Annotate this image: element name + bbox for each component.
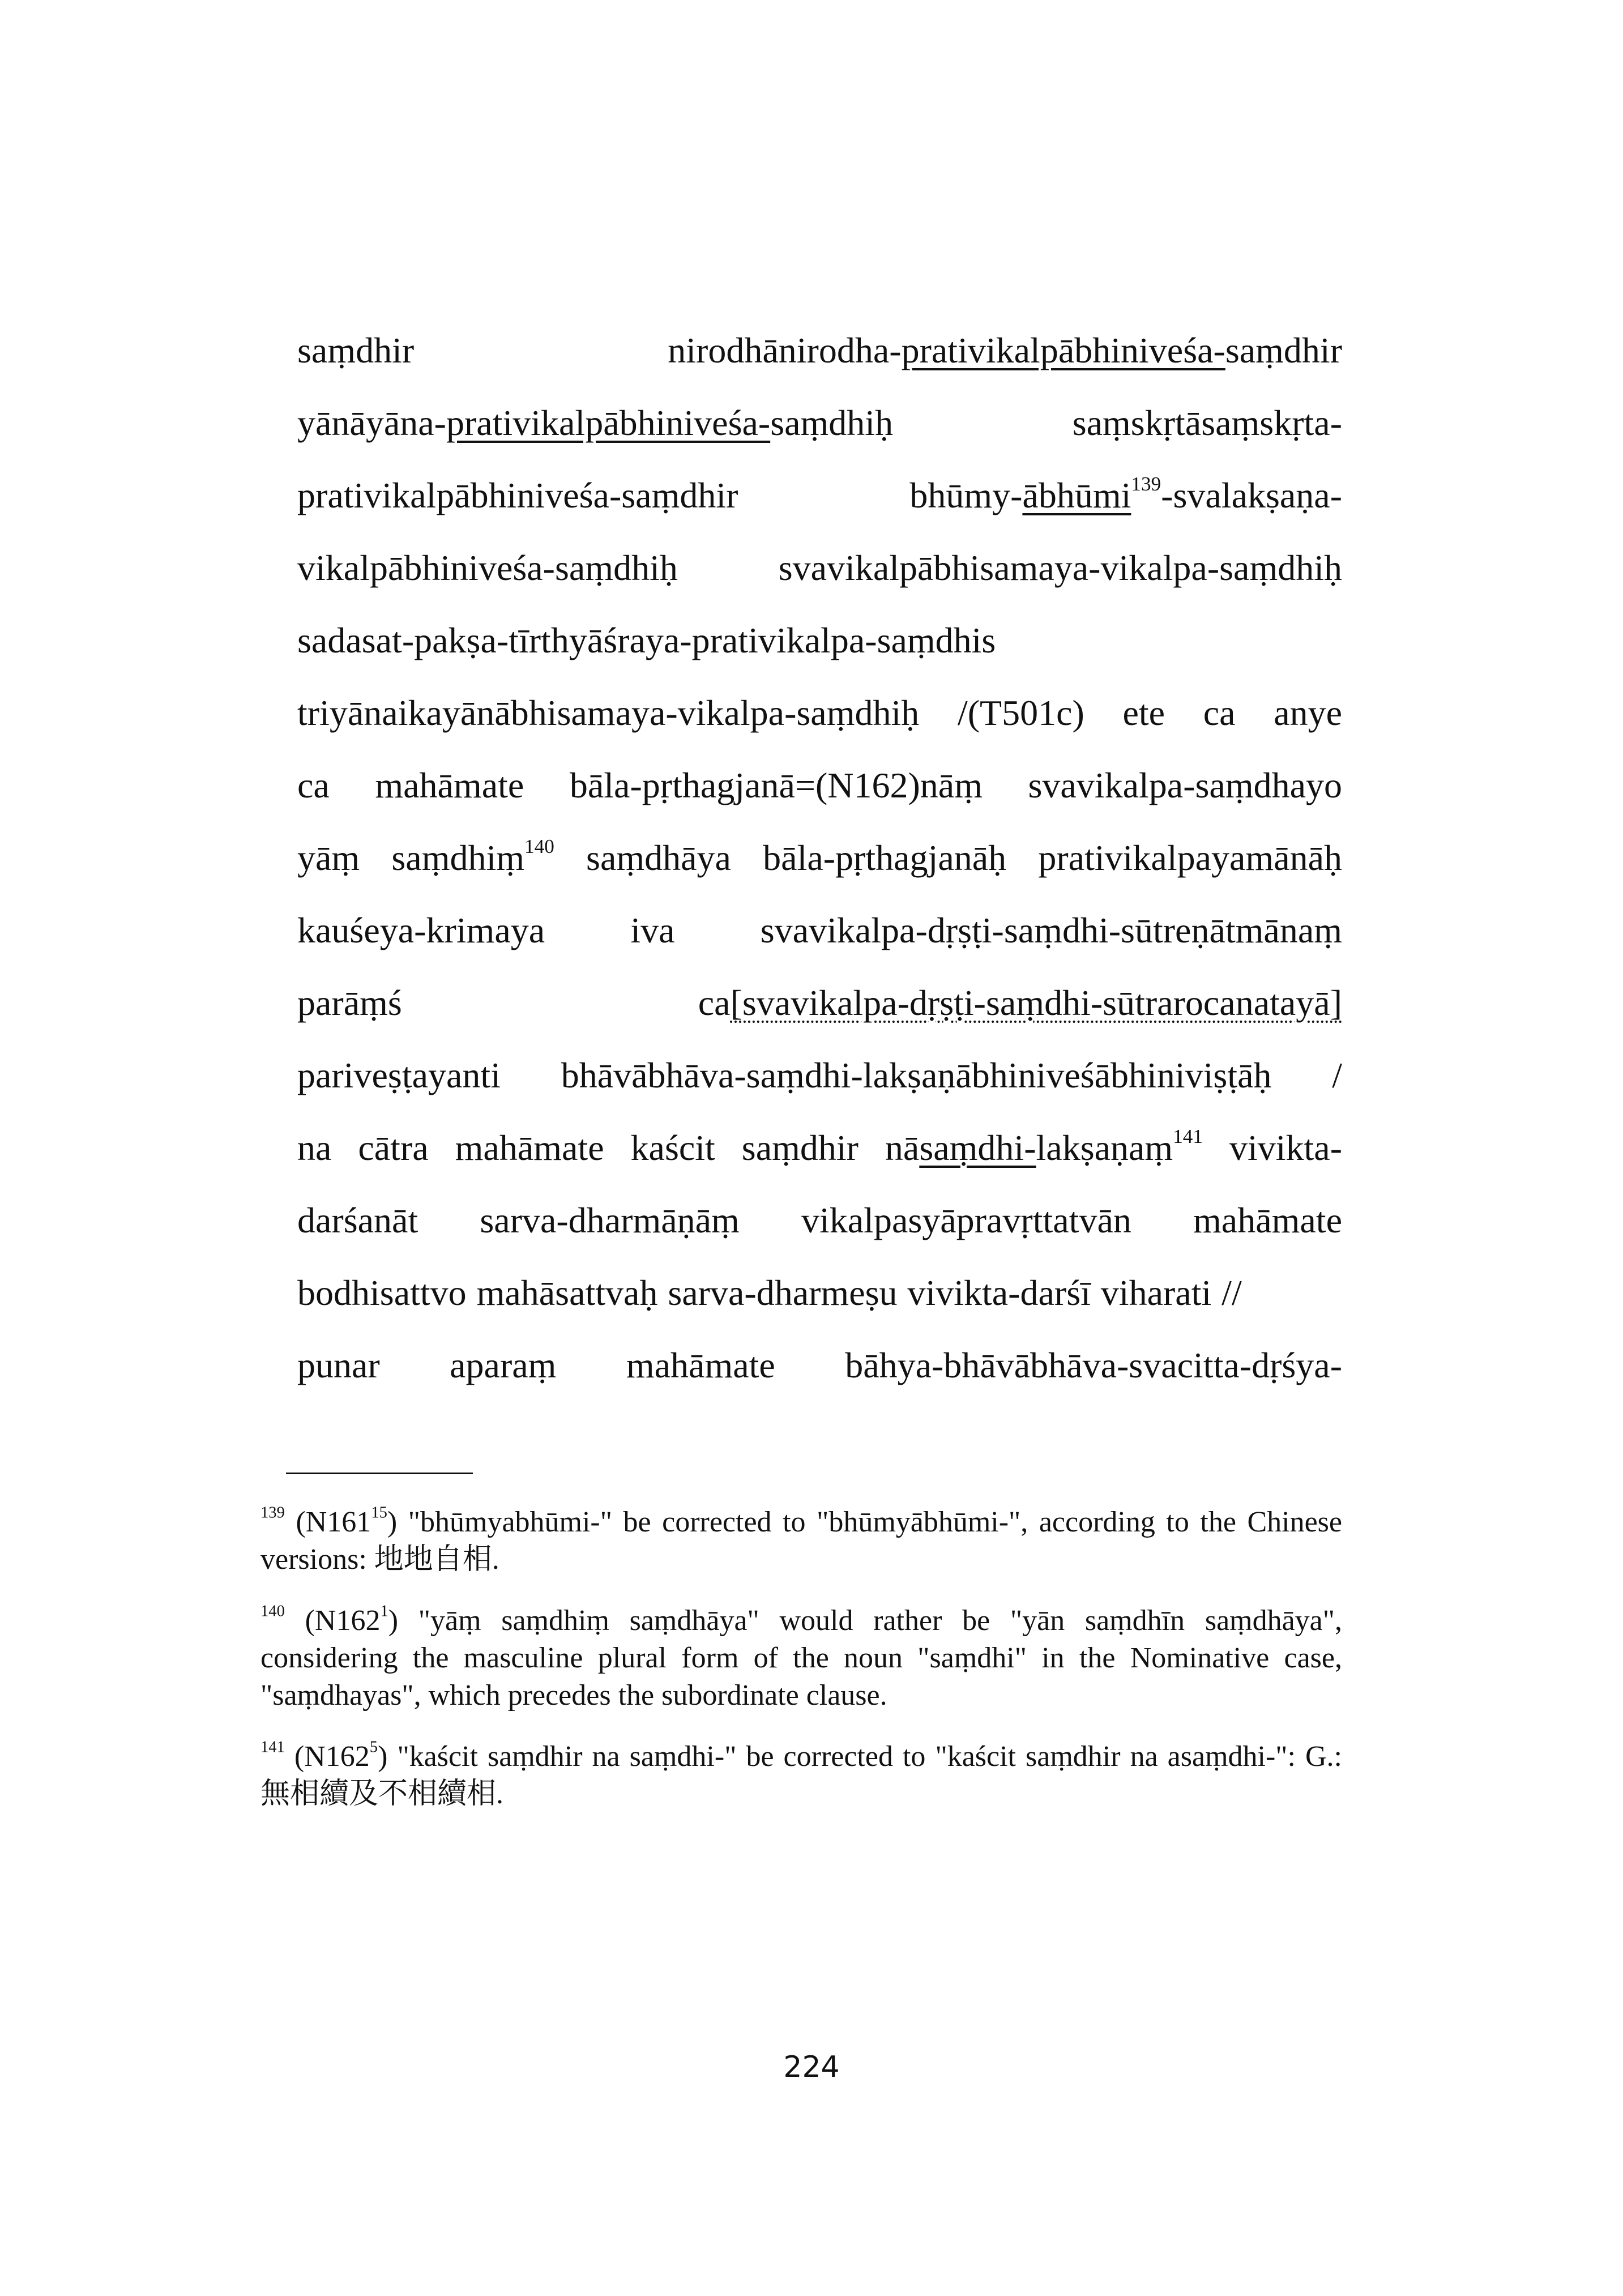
- word: [297, 387, 893, 459]
- word: [450, 1329, 556, 1402]
- word: [455, 1112, 604, 1184]
- text-run: ca: [1203, 693, 1236, 733]
- word: [297, 1039, 501, 1112]
- word: [1203, 677, 1236, 749]
- text-line: [297, 1112, 1342, 1184]
- main-text-block: [297, 314, 1342, 1402]
- text-run: saṃdhir: [297, 330, 415, 370]
- text-line: [297, 604, 1342, 677]
- footnote-source: (N161: [284, 1506, 371, 1538]
- text-run: mahāsattvaḥ: [476, 1273, 658, 1313]
- text-run: /(T501c): [957, 693, 1084, 733]
- word: [586, 822, 731, 894]
- text-run: ca: [297, 765, 330, 805]
- text-line: [297, 1039, 1342, 1112]
- text-run: na: [297, 1128, 332, 1168]
- word: [630, 894, 674, 967]
- text-run: bāla-pṛthagjanā=(N162)nāṃ: [569, 765, 983, 805]
- text-run: bāhya-bhāvābhāva-svacitta-dṛśya-: [845, 1345, 1342, 1385]
- footnote-number: 140: [260, 1602, 285, 1620]
- text-run: darśanāt: [297, 1200, 418, 1240]
- text-run: mahāmate: [1193, 1200, 1342, 1240]
- text-run: saṃdhiṃ: [391, 838, 525, 878]
- word: [1028, 749, 1343, 822]
- footnote-ref: 140: [524, 835, 554, 858]
- footnote-source-line: 5: [369, 1738, 378, 1756]
- word: [297, 967, 402, 1039]
- text-run: lakṣaṇaṃ: [1036, 1128, 1173, 1168]
- text-run: sarva-dharmeṣu: [668, 1273, 898, 1313]
- text-run: //: [1221, 1273, 1242, 1313]
- footnote-140: [260, 1602, 1342, 1714]
- word: [375, 749, 524, 822]
- word: [480, 1184, 739, 1257]
- text-line: [297, 387, 1342, 459]
- text-run: saṃdhiḥ: [770, 403, 894, 443]
- text-run: ete: [1122, 693, 1165, 733]
- footnote-source: (N162: [284, 1604, 381, 1637]
- word: [297, 677, 919, 749]
- text-run: svavikalpābhisamaya-vikalpa-saṃdhiḥ: [778, 548, 1342, 588]
- text-run: bhūmy-: [909, 475, 1023, 515]
- underlined-text: saṃdhi-: [919, 1128, 1036, 1168]
- text-run: prativikalpābhiniveśa-saṃdhir: [297, 475, 738, 515]
- footnote-ref: 139: [1131, 473, 1161, 496]
- footnote-source-line: 15: [371, 1504, 387, 1522]
- footnote-number: 139: [260, 1504, 285, 1522]
- text-line: [297, 967, 1342, 1039]
- text-run: nirodhānirodha-: [668, 330, 902, 370]
- underlined-text: prativikalpābhiniveśa-: [901, 330, 1225, 370]
- text-line: [297, 1257, 1342, 1329]
- word: [297, 1257, 467, 1329]
- text-run: ca: [698, 983, 731, 1023]
- footnote-141: [260, 1738, 1342, 1813]
- text-run: aparaṃ: [450, 1345, 557, 1385]
- word: [1274, 677, 1342, 749]
- word: [885, 1112, 1203, 1184]
- word: [761, 894, 1342, 967]
- word: [561, 1039, 1272, 1112]
- text-line: [297, 532, 1342, 604]
- underlined-text: ābhūmi: [1022, 475, 1131, 515]
- text-run: yānāyāna-: [297, 403, 446, 443]
- text-line: [297, 822, 1342, 894]
- underlined-text: prativikalpābhiniveśa-: [446, 403, 771, 443]
- text-run: mahāmate: [455, 1128, 604, 1168]
- footnote-139: [260, 1504, 1342, 1578]
- text-run: sadasat-pakṣa-tīrthyāśraya-prativikalpa-saṃdhis: [297, 620, 996, 660]
- text-run: vivikta-: [1229, 1128, 1342, 1168]
- text-run: anye: [1274, 693, 1342, 733]
- text-line: [297, 314, 1342, 387]
- dotted-underline-text: [svavikalpa-dṛṣṭi-saṃdhi-sūtrarocanatayā]: [730, 983, 1342, 1023]
- word: [297, 532, 678, 604]
- footnote-number: 141: [260, 1738, 285, 1756]
- word: [391, 822, 554, 894]
- page-number: 224: [783, 2050, 840, 2084]
- word: [297, 459, 738, 532]
- text-run: bhāvābhāva-saṃdhi-lakṣaṇābhiniveśābhiniviṣṭāḥ: [561, 1055, 1272, 1095]
- word: [297, 749, 330, 822]
- word: [1101, 1257, 1211, 1329]
- word: [297, 822, 360, 894]
- text-run: vikalpābhiniveśa-saṃdhiḥ: [297, 548, 678, 588]
- word: [1221, 1257, 1242, 1329]
- footnote-text: ) "kaścit saṃdhir na saṃdhi-" be corrected to "kaścit saṃdhir na asaṃdhi-": G.: 無相續及不相續相.: [260, 1740, 1342, 1810]
- word: [668, 314, 1342, 387]
- footnote-source: (N162: [284, 1740, 370, 1773]
- text-run: parāṃś: [297, 983, 402, 1023]
- text-run: -svalakṣaṇa-: [1161, 475, 1342, 515]
- text-line: [297, 749, 1342, 822]
- text-line: [297, 894, 1342, 967]
- word: [763, 822, 1006, 894]
- text-run: svavikalpa-dṛṣṭi-saṃdhi-sūtreṇātmānaṃ: [760, 910, 1342, 950]
- text-run: /: [1332, 1055, 1342, 1095]
- footnote-ref: 141: [1173, 1125, 1203, 1148]
- word: [1038, 822, 1342, 894]
- word: [668, 1257, 897, 1329]
- text-line: [297, 677, 1342, 749]
- word: [909, 459, 1342, 532]
- text-run: punar: [297, 1345, 380, 1385]
- footnote-separator: [286, 1473, 473, 1474]
- word: [477, 1257, 658, 1329]
- footnotes: [260, 1504, 1342, 1837]
- word: [570, 749, 983, 822]
- text-run: vikalpasyāpravṛttatvān: [801, 1200, 1131, 1240]
- word: [801, 1184, 1131, 1257]
- word: [631, 1112, 715, 1184]
- word: [297, 604, 996, 677]
- word: [1193, 1184, 1342, 1257]
- text-line: [297, 1329, 1342, 1402]
- text-run: saṃdhir: [1225, 330, 1342, 370]
- word: [698, 967, 1342, 1039]
- footnote-text: ) "bhūmyabhūmi-" be corrected to "bhūmyābhūmi-", according to the Chinese versions: 地地自相.: [260, 1506, 1342, 1576]
- word: [845, 1329, 1342, 1402]
- footnote-source-line: 1: [380, 1602, 388, 1620]
- word: [907, 1257, 1090, 1329]
- text-run: nā: [885, 1128, 920, 1168]
- text-run: iva: [630, 910, 675, 950]
- word: [742, 1112, 859, 1184]
- text-run: pariveṣṭayanti: [297, 1055, 501, 1095]
- text-run: mahāmate: [626, 1345, 775, 1385]
- text-run: cātra: [358, 1128, 429, 1168]
- text-run: yāṃ: [297, 838, 360, 878]
- footnote-text: ) "yāṃ saṃdhiṃ saṃdhāya" would rather be "yān saṃdhīn saṃdhāya", considering the masculine plural form of the noun "saṃdhi" in the Nominative case, "saṃdhayas", which precedes the subordinate clause.: [260, 1604, 1342, 1712]
- text-run: vivikta-darśī: [907, 1273, 1091, 1313]
- word: [779, 532, 1342, 604]
- text-run: prativikalpayamānāḥ: [1038, 838, 1342, 878]
- word: [1332, 1039, 1342, 1112]
- text-run: saṃdhir: [741, 1128, 859, 1168]
- text-run: sarva-dharmāṇāṃ: [480, 1200, 740, 1240]
- text-run: bāla-pṛthagjanāḥ: [763, 838, 1007, 878]
- word: [1229, 1112, 1342, 1184]
- text-run: triyānaikayānābhisamaya-vikalpa-saṃdhiḥ: [297, 693, 920, 733]
- text-run: saṃdhāya: [586, 838, 731, 878]
- text-run: kaścit: [630, 1128, 715, 1168]
- text-run: saṃskṛtāsaṃskṛta-: [1072, 403, 1342, 443]
- text-run: viharati: [1100, 1273, 1212, 1313]
- word: [297, 314, 414, 387]
- word: [297, 894, 545, 967]
- word: [297, 1112, 331, 1184]
- text-run: mahāmate: [375, 765, 524, 805]
- text-run: svavikalpa-saṃdhayo: [1028, 765, 1342, 805]
- word: [1073, 387, 1342, 459]
- word: [1122, 677, 1165, 749]
- word: [297, 1329, 380, 1402]
- text-run: kauśeya-krimaya: [297, 910, 545, 950]
- text-run: bodhisattvo: [297, 1273, 467, 1313]
- word: [297, 1184, 418, 1257]
- word: [626, 1329, 775, 1402]
- text-line: [297, 459, 1342, 532]
- word: [958, 677, 1084, 749]
- text-line: [297, 1184, 1342, 1257]
- word: [358, 1112, 428, 1184]
